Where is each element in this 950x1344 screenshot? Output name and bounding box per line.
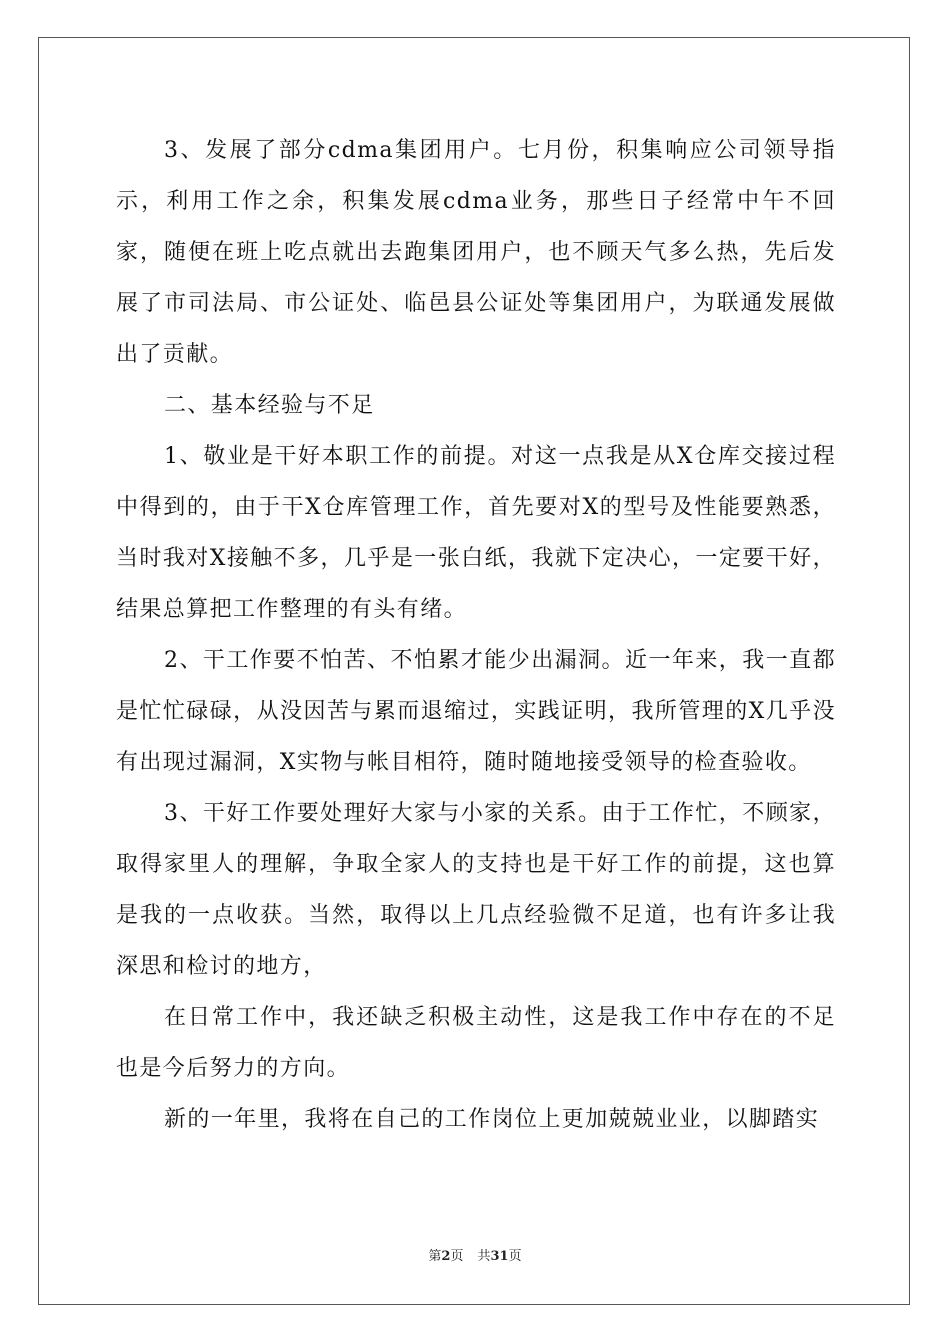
total-pages: 31	[490, 1249, 509, 1264]
page-number: 2	[441, 1249, 451, 1264]
paragraph: 新的一年里，我将在自己的工作岗位上更加兢兢业业，以脚踏实	[164, 1107, 820, 1132]
paragraph: 3、干好工作要处理好大家与小家的关系。由于工作忙，不顾家，取得家里人的理解，争取全家人的支持也是干好工作的前提，这也算是我的一点收获。当然，取得以上几点经验微不足道，也有许多让我深思和检讨的地方，	[116, 801, 836, 979]
paragraph: 在日常工作中，我还缺乏积极主动性，这是我工作中存在的不足也是今后努力的方向。	[116, 1005, 836, 1081]
paragraph: 2、干工作要不怕苦、不怕累才能少出漏洞。近一年来，我一直都是忙忙碌碌，从没因苦与累而退缩过，实践证明，我所管理的X几乎没有出现过漏洞，X实物与帐目相符，随时随地接受领导的检查验收。	[116, 648, 836, 775]
paragraph: 3、发展了部分cdma集团用户。七月份，积集响应公司领导指示，利用工作之余，积集发展cdma业务，那些日子经常中午不回家，随便在班上吃点就出去跑集团用户，也不顾天气多么热，先后发展了市司法局、市公证处、临邑县公证处等集团用户，为联通发展做出了贡献。	[116, 138, 836, 367]
document-body	[116, 125, 836, 1145]
section-heading: 二、基本经验与不足	[164, 393, 375, 418]
page-prefix: 第	[428, 1249, 442, 1264]
total-prefix: 共	[477, 1249, 491, 1264]
page-footer	[0, 1245, 950, 1264]
total-suffix: 页	[508, 1249, 522, 1264]
paragraph: 1、敬业是干好本职工作的前提。对这一点我是从X仓库交接过程中得到的，由于干X仓库管理工作，首先要对X的型号及性能要熟悉，当时我对X接触不多，几乎是一张白纸，我就下定决心，一定要干好，结果总算把工作整理的有头有绪。	[116, 444, 836, 622]
page-suffix: 页	[450, 1249, 464, 1264]
